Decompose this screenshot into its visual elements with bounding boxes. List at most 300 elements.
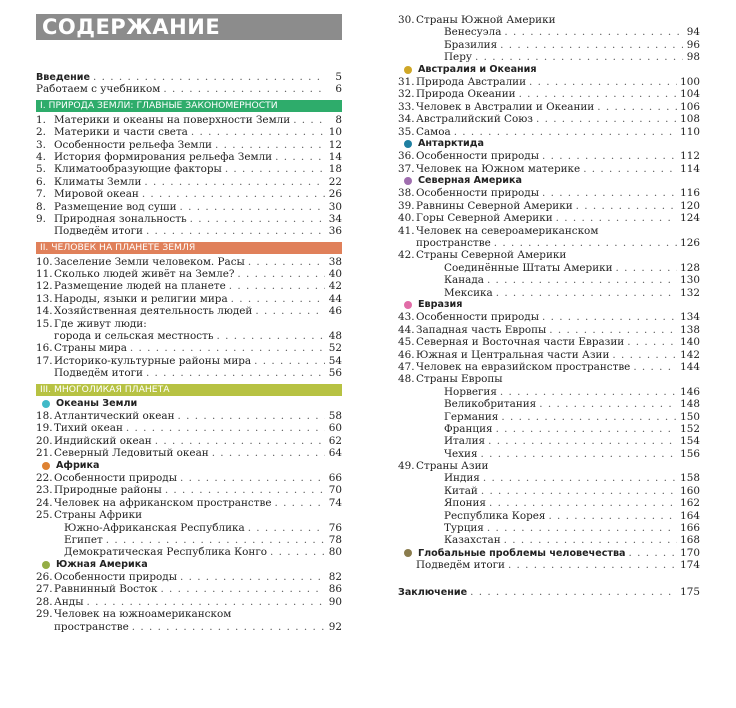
entry-page: 138 — [680, 323, 700, 336]
entry-page: 164 — [680, 509, 700, 522]
dot-leader — [501, 411, 677, 423]
dot-leader — [627, 336, 677, 348]
entry-page: 42 — [328, 280, 342, 293]
entry-page: 175 — [680, 585, 700, 598]
entry-page: 128 — [680, 261, 700, 274]
entry-title: Германия — [444, 410, 499, 423]
toc-entry[interactable] — [398, 386, 700, 398]
entry-title: Австралийский Союз — [416, 113, 533, 126]
entry-number: 34. — [398, 113, 415, 126]
entry-page: 90 — [328, 595, 342, 608]
dot-leader — [542, 150, 677, 162]
entry-page: 154 — [680, 435, 700, 448]
entry-page: 38 — [328, 255, 342, 268]
toc-entry[interactable] — [398, 485, 700, 497]
entry-title: Равнинный Восток — [54, 583, 158, 596]
dot-leader — [496, 423, 678, 435]
entry-title: Канада — [444, 274, 484, 287]
entry-page: 104 — [680, 88, 700, 101]
entry-title: Чехия — [444, 447, 478, 460]
toc-entry[interactable] — [398, 349, 700, 361]
toc-entry[interactable] — [398, 237, 700, 249]
dot-leader — [225, 163, 325, 175]
dot-leader — [255, 305, 325, 317]
entry-title: Человек в Австралии и Океании — [416, 100, 595, 113]
africa-countries-list — [36, 522, 342, 559]
antarctica-list — [398, 150, 700, 175]
entry-page: 144 — [680, 360, 700, 373]
toc-entry[interactable] — [398, 76, 700, 88]
toc-entry[interactable] — [398, 460, 700, 472]
entry-number: 24. — [36, 496, 53, 509]
entry-number: 21. — [36, 447, 53, 460]
toc-entry[interactable] — [36, 367, 342, 379]
entry-page: 14 — [328, 150, 342, 163]
entry-number: 30. — [398, 14, 415, 26]
toc-entry[interactable] — [36, 355, 342, 367]
entry-title: Особенности природы — [416, 311, 539, 324]
entry-title: Народы, языки и религии мира — [54, 292, 228, 305]
north-america-list — [398, 187, 700, 261]
dot-leader — [248, 256, 325, 268]
dot-leader — [160, 583, 325, 595]
dot-leader — [616, 262, 678, 274]
entry-number: 5. — [36, 163, 46, 176]
entry-number: 15. — [36, 317, 53, 330]
dot-leader — [163, 83, 325, 95]
entry-title: Климатообразующие факторы — [54, 163, 222, 176]
dot-eurasia-icon — [404, 301, 412, 309]
toc-entry[interactable] — [36, 509, 342, 521]
toc-entry[interactable] — [36, 571, 342, 583]
entry-page: 76 — [328, 521, 342, 534]
entry-page: 174 — [680, 559, 700, 572]
entry-title: Страны Северной Америки — [416, 249, 567, 262]
toc-entry[interactable] — [398, 14, 700, 26]
toc-entry[interactable] — [36, 201, 342, 213]
entry-title: Норвегия — [444, 385, 497, 398]
toc-entry[interactable] — [398, 435, 700, 447]
dot-leader — [529, 76, 677, 88]
toc-entry[interactable] — [398, 101, 700, 113]
entry-title: Индия — [444, 472, 480, 485]
dot-leader — [470, 586, 677, 598]
dot-leader — [146, 367, 325, 379]
entry-number: 42. — [398, 249, 415, 262]
dot-leader — [489, 497, 677, 509]
entry-page: 12 — [328, 138, 342, 151]
entry-page: 132 — [680, 286, 700, 299]
entry-number: 44. — [398, 323, 415, 336]
entry-number: 49. — [398, 460, 415, 473]
dot-leader — [248, 522, 325, 534]
toc-entry[interactable] — [36, 422, 342, 434]
dot-leader — [146, 225, 325, 237]
toc-entry[interactable] — [398, 26, 700, 38]
entry-page: 158 — [680, 472, 700, 485]
entry-page: 134 — [680, 311, 700, 324]
dot-leader — [576, 200, 678, 212]
entry-page: 112 — [680, 150, 700, 163]
entry-page: 5 — [335, 71, 342, 83]
dot-leader — [475, 51, 683, 63]
entry-page: 6 — [335, 83, 342, 96]
entry-page: 148 — [680, 398, 700, 411]
toc-entry[interactable] — [398, 423, 700, 435]
australia-list — [398, 76, 700, 138]
entry-title: Подведём итоги — [54, 367, 143, 380]
entry-page: 48 — [328, 330, 342, 343]
subhead-oceans-label: Океаны Земли — [56, 397, 138, 409]
subhead-antarctica — [398, 138, 700, 150]
toc-entry[interactable] — [398, 336, 700, 348]
entry-page: 22 — [328, 175, 342, 188]
entry-number: 1. — [36, 113, 46, 126]
entry-title: Историко-культурные районы мира — [54, 354, 252, 367]
entry-number: 23. — [36, 484, 53, 497]
entry-title: Природа Австралии — [416, 75, 527, 88]
toc-entry[interactable] — [398, 448, 700, 460]
toc-entry[interactable] — [398, 311, 700, 323]
toc-entry[interactable] — [398, 274, 700, 286]
entry-number: 35. — [398, 125, 415, 138]
dot-leader — [481, 448, 678, 460]
dot-leader — [500, 386, 677, 398]
toc-entry[interactable] — [398, 411, 700, 423]
entry-number: 13. — [36, 292, 53, 305]
toc-entry[interactable] — [36, 225, 342, 237]
toc-entry[interactable] — [36, 318, 342, 330]
toc-entry[interactable] — [36, 342, 342, 354]
entry-number: 27. — [36, 583, 53, 596]
entry-title: Природная зональность — [54, 212, 187, 225]
entry-page: 82 — [328, 571, 342, 584]
toc-entry[interactable] — [398, 163, 700, 175]
entry-title: Демократическая Республика Конго — [64, 546, 268, 559]
dot-leader — [215, 139, 325, 151]
entry-page: 170 — [680, 546, 700, 559]
entry-page: 142 — [680, 348, 700, 361]
entry-title: Италия — [444, 435, 486, 448]
toc-entry-summary[interactable] — [398, 559, 700, 571]
entry-title: Подведём итоги — [54, 225, 143, 238]
dot-leader — [508, 559, 677, 571]
entry-number: 26. — [36, 571, 53, 584]
entry-number: 9. — [36, 212, 46, 225]
entry-number: 47. — [398, 360, 415, 373]
dot-leader — [542, 187, 677, 199]
dot-leader — [254, 355, 325, 367]
toc-entry[interactable] — [36, 176, 342, 188]
toc-entry-conclusion[interactable] — [398, 586, 700, 598]
toc-entry[interactable] — [36, 280, 342, 292]
toc-entry[interactable] — [36, 596, 342, 608]
toc-entry[interactable] — [36, 83, 342, 95]
dot-leader — [500, 39, 683, 51]
dot-africa-icon — [42, 462, 50, 470]
entry-title: Индийский океан — [54, 434, 152, 447]
entry-number: 20. — [36, 434, 53, 447]
entry-title: Работаем с учебником — [36, 83, 161, 96]
dot-leader — [212, 447, 325, 459]
entry-page: 78 — [328, 533, 342, 546]
subhead-oceans — [36, 398, 342, 410]
entry-title: Южная и Центральная части Азии — [416, 348, 610, 361]
dot-oceans-icon — [42, 400, 50, 408]
entry-title: Атлантический океан — [54, 409, 175, 422]
dot-global-icon — [404, 549, 412, 557]
toc-entry[interactable] — [398, 88, 700, 100]
toc-entry[interactable] — [398, 472, 700, 484]
dot-leader — [488, 435, 677, 447]
entry-page: 54 — [328, 354, 342, 367]
toc-entry[interactable] — [398, 373, 700, 385]
dot-leader — [487, 274, 677, 286]
entry-page: 160 — [680, 484, 700, 497]
toc-entry[interactable] — [36, 583, 342, 595]
south-america-countries-list — [398, 26, 700, 63]
entry-page: 92 — [328, 620, 342, 633]
entry-page: 10 — [328, 126, 342, 139]
entry-title: Глобальные проблемы человечества — [418, 547, 626, 559]
dot-antarctica-icon — [404, 140, 412, 148]
entry-page: 110 — [680, 125, 700, 138]
entry-number: 28. — [36, 595, 53, 608]
entry-title: Человек на африканском пространстве — [54, 496, 272, 509]
entry-title: Бразилия — [444, 38, 498, 51]
entry-title: Природные районы — [54, 484, 162, 497]
entry-title: Размещение вод суши — [54, 200, 177, 213]
entry-page: 86 — [328, 583, 342, 596]
dot-leader — [496, 287, 677, 299]
toc-entry[interactable] — [36, 330, 342, 342]
entry-page: 108 — [680, 113, 700, 126]
section-1-list — [36, 114, 342, 238]
toc-entry[interactable] — [398, 51, 700, 63]
entry-title: пространстве — [54, 620, 129, 633]
dot-leader — [454, 126, 677, 138]
toc-entry[interactable] — [36, 305, 342, 317]
entry-title: Особенности природы — [54, 571, 177, 584]
entry-title: Особенности природы — [416, 150, 539, 163]
toc-entry[interactable] — [398, 113, 700, 125]
entry-number: 16. — [36, 342, 53, 355]
dot-leader — [542, 311, 677, 323]
entry-page: 146 — [680, 385, 700, 398]
intro-list — [36, 71, 342, 96]
entry-number: 10. — [36, 255, 53, 268]
toc-entry[interactable] — [36, 151, 342, 163]
entry-title: Мексика — [444, 286, 493, 299]
entry-title: Человек на Южном материке — [416, 162, 581, 175]
toc-entry[interactable] — [398, 398, 700, 410]
toc-entry[interactable] — [398, 39, 700, 51]
subhead-eurasia — [398, 299, 700, 311]
entry-page: 130 — [680, 274, 700, 287]
toc-entry[interactable] — [36, 447, 342, 459]
toc-entry[interactable] — [36, 293, 342, 305]
entry-page: 80 — [328, 546, 342, 559]
entry-number: 14. — [36, 305, 53, 318]
section-2-list — [36, 256, 342, 380]
entry-page: 56 — [328, 367, 342, 380]
entry-title: Особенности природы — [54, 471, 177, 484]
toc-entry[interactable] — [36, 71, 342, 83]
entry-number: 31. — [398, 75, 415, 88]
entry-title: Перу — [444, 51, 472, 64]
toc-entry[interactable] — [36, 163, 342, 175]
entry-page: 8 — [335, 113, 342, 126]
toc-entry[interactable] — [36, 497, 342, 509]
dot-leader — [106, 534, 325, 546]
entry-number: 36. — [398, 150, 415, 163]
dot-leader — [178, 410, 325, 422]
entry-page: 126 — [680, 237, 700, 250]
toc-entry[interactable] — [36, 114, 342, 126]
dot-leader — [583, 163, 677, 175]
entry-title: Венесуэла — [444, 26, 502, 39]
toc-entry[interactable] — [398, 262, 700, 274]
toc-entry[interactable] — [36, 268, 342, 280]
subhead-australia — [398, 64, 700, 76]
entry-page: 60 — [328, 422, 342, 435]
entry-number: 6. — [36, 175, 46, 188]
toc-entry[interactable] — [36, 621, 342, 633]
dot-leader — [237, 268, 325, 280]
entry-page: 70 — [328, 484, 342, 497]
toc-entry[interactable] — [398, 522, 700, 534]
dot-leader — [165, 484, 325, 496]
toc-entry[interactable] — [36, 213, 342, 225]
entry-title: Человек на южноамериканском — [54, 608, 232, 621]
toc-entry[interactable] — [398, 534, 700, 546]
entry-title: Страны Европы — [416, 373, 503, 386]
entry-number: 45. — [398, 336, 415, 349]
dot-leader — [275, 151, 325, 163]
toc-entry[interactable] — [398, 361, 700, 373]
entry-page: 66 — [328, 471, 342, 484]
dot-leader — [126, 422, 325, 434]
subhead-antarctica-label: Антарктида — [418, 137, 484, 149]
entry-page: 106 — [680, 100, 700, 113]
entry-number: 17. — [36, 354, 53, 367]
subhead-africa — [36, 460, 342, 472]
entry-page: 74 — [328, 496, 342, 509]
dot-leader — [180, 472, 325, 484]
toc-entry[interactable] — [36, 472, 342, 484]
entry-title: Материки и океаны на поверхности Земли — [54, 113, 291, 126]
toc-entry[interactable] — [398, 249, 700, 261]
entry-title: Великобритания — [444, 398, 537, 411]
africa-list — [36, 472, 342, 522]
entry-number: 41. — [398, 224, 415, 237]
dot-leader — [481, 485, 677, 497]
entry-number: 32. — [398, 88, 415, 101]
dot-leader — [274, 497, 325, 509]
entry-title: Турция — [444, 522, 484, 535]
entry-page: 124 — [680, 212, 700, 225]
dot-leader — [494, 237, 677, 249]
entry-title: Анды — [54, 595, 84, 608]
entry-number: 37. — [398, 162, 415, 175]
dot-south-america-icon — [42, 561, 50, 569]
entry-title: Соединённые Штаты Америки — [444, 261, 613, 274]
dot-leader — [191, 126, 325, 138]
section-band-1: I. ПРИРОДА ЗЕМЛИ: ГЛАВНЫЕ ЗАКОНОМЕРНОСТИ — [36, 100, 342, 112]
toc-entry[interactable] — [36, 435, 342, 447]
entry-title: Хозяйственная деятельность людей — [54, 305, 253, 318]
entry-title: Казахстан — [444, 534, 501, 547]
toc-entry[interactable] — [36, 608, 342, 620]
entry-title: Тихий океан — [54, 422, 123, 435]
entry-page: 30 — [328, 200, 342, 213]
toc-entry[interactable] — [36, 139, 342, 151]
entry-title: Франция — [444, 422, 493, 435]
toc-entry[interactable] — [398, 187, 700, 199]
entry-number: 11. — [36, 268, 53, 281]
entry-number: 12. — [36, 280, 53, 293]
toc-entry[interactable] — [36, 522, 342, 534]
entry-page: 150 — [680, 410, 700, 423]
toc-entry-global-problems[interactable] — [398, 547, 700, 559]
toc-entry[interactable] — [398, 200, 700, 212]
entry-title: Япония — [444, 497, 486, 510]
toc-entry[interactable] — [36, 256, 342, 268]
entry-title: Горы Северной Америки — [416, 212, 553, 225]
toc-entry[interactable] — [36, 546, 342, 558]
north-america-countries-list — [398, 262, 700, 299]
subhead-africa-label: Африка — [56, 459, 100, 471]
toc-entry[interactable] — [36, 188, 342, 200]
toc-entry[interactable] — [36, 126, 342, 138]
entry-number: 38. — [398, 187, 415, 200]
toc-entry[interactable] — [36, 410, 342, 422]
entry-page: 34 — [328, 212, 342, 225]
entry-page: 98 — [686, 51, 700, 64]
toc-entry[interactable] — [398, 497, 700, 509]
entry-title: Страны Африки — [54, 509, 143, 522]
eurasia-list — [398, 311, 700, 385]
entry-page: 18 — [328, 163, 342, 176]
toc-entry[interactable] — [398, 126, 700, 138]
entry-title: Человек на североамериканском — [416, 224, 599, 237]
entry-title: Страны мира — [54, 342, 127, 355]
toc-entry[interactable] — [398, 212, 700, 224]
dot-leader — [180, 571, 325, 583]
entry-title: Южно-Африканская Республика — [64, 521, 245, 534]
entry-page: 44 — [328, 292, 342, 305]
dot-leader — [487, 522, 677, 534]
toc-entry[interactable] — [398, 510, 700, 522]
toc-entry[interactable] — [36, 534, 342, 546]
entry-title: города и сельская местность — [54, 330, 214, 343]
toc-entry[interactable] — [36, 484, 342, 496]
entry-title: Климаты Земли — [54, 175, 142, 188]
toc-entry[interactable] — [398, 287, 700, 299]
toc-entry[interactable] — [398, 225, 700, 237]
dot-leader — [483, 472, 677, 484]
toc-entry[interactable] — [398, 324, 700, 336]
dot-leader — [539, 398, 677, 410]
toc-entry[interactable] — [398, 150, 700, 162]
dot-leader — [597, 101, 677, 113]
entry-page: 58 — [328, 409, 342, 422]
entry-page: 152 — [680, 422, 700, 435]
entry-title: Равнины Северной Америки — [416, 199, 573, 212]
dot-leader — [130, 342, 325, 354]
entry-title: пространстве — [416, 237, 491, 250]
entry-title: Заселение Земли человеком. Расы — [54, 255, 245, 268]
